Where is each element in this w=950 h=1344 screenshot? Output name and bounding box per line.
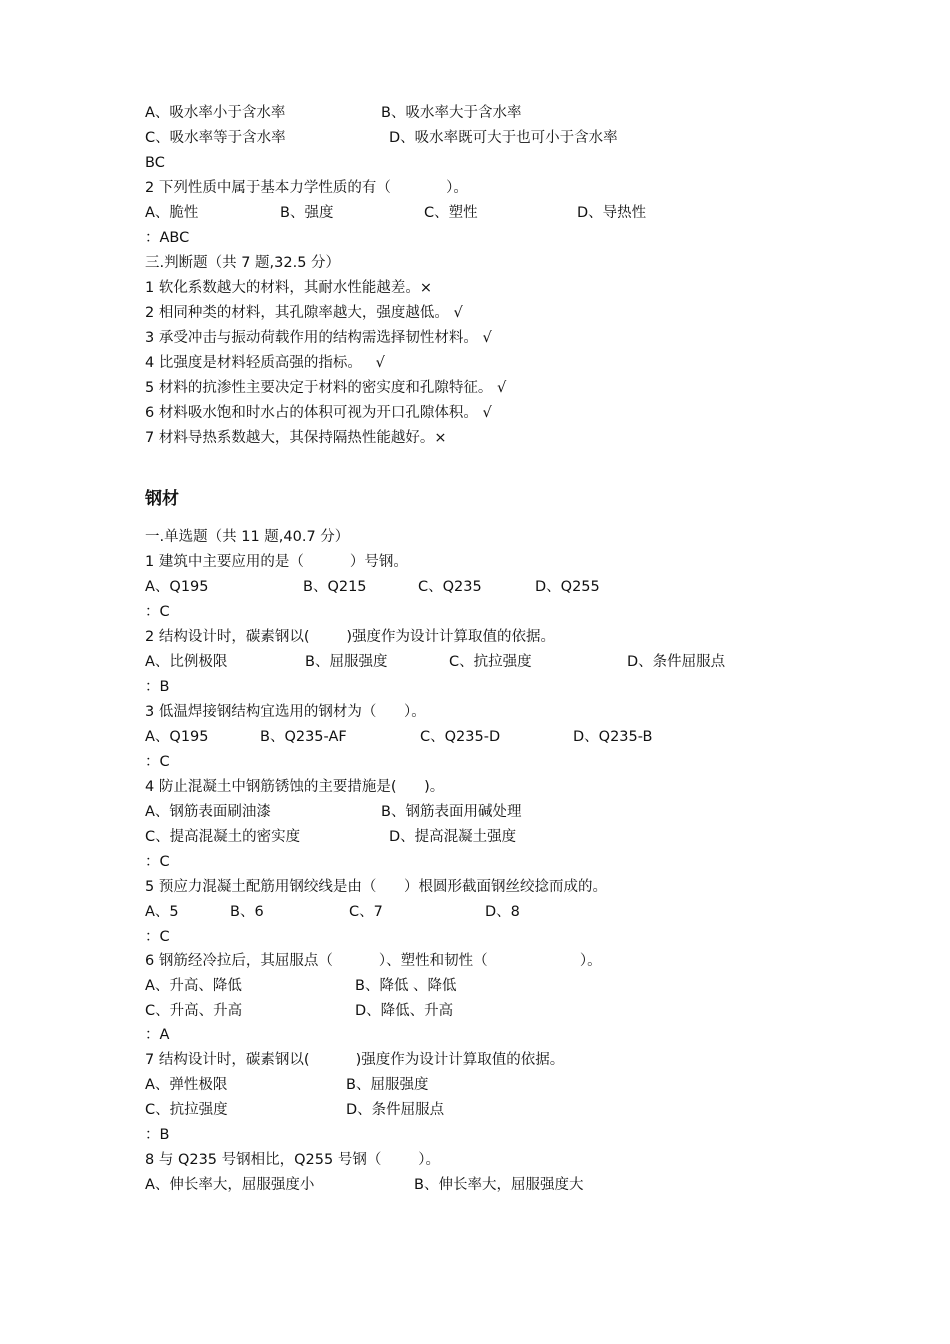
question-text: 8 与 Q235 号钢相比，Q255 号钢（ ）。 xyxy=(145,1152,440,1168)
section-title: 三.判断题（共 7 题,32.5 分） xyxy=(145,255,341,271)
answer-line: ：A xyxy=(145,1027,170,1043)
option-d: D、8 xyxy=(485,904,520,920)
answer-line: ：B xyxy=(145,1127,170,1143)
answer-line: ：B xyxy=(145,679,170,695)
answer-line: ：C xyxy=(145,754,170,770)
option-row xyxy=(145,1073,429,1097)
option-c: C、抗拉强度 xyxy=(145,1102,228,1118)
judge-item: 2 相同种类的材料，其孔隙率越大，强度越低。 √ xyxy=(145,305,463,321)
option-row xyxy=(145,800,522,824)
option-row xyxy=(145,825,517,849)
option-row xyxy=(145,650,726,674)
option-d: D、提高混凝土强度 xyxy=(389,829,517,845)
option-a: A、吸水率小于含水率 xyxy=(145,105,286,121)
answer-line: ：C xyxy=(145,604,170,620)
option-row xyxy=(145,1098,445,1122)
option-d: D、吸水率既可大于也可小于含水率 xyxy=(389,130,618,146)
option-d: D、降低、升高 xyxy=(355,1003,454,1019)
option-a: A、比例极限 xyxy=(145,654,228,670)
question-text: 5 预应力混凝土配筋用钢绞线是由（ ）根圆形截面钢丝绞捻而成的。 xyxy=(145,879,607,895)
option-row xyxy=(145,126,618,150)
question-text: 2 结构设计时，碳素钢以( )强度作为设计计算取值的依据。 xyxy=(145,629,556,645)
judge-item: 5 材料的抗渗性主要决定于材料的密实度和孔隙特征。 √ xyxy=(145,380,507,396)
option-a: A、升高、降低 xyxy=(145,978,242,994)
judge-item: 4 比强度是材料轻质高强的指标。 √ xyxy=(145,355,385,371)
judge-item: 6 材料吸水饱和时水占的体积可视为开口孔隙体积。 √ xyxy=(145,405,492,421)
judge-item: 3 承受冲击与振动荷载作用的结构需选择韧性材料。 √ xyxy=(145,330,492,346)
section-title: 一.单选题（共 11 题,40.7 分） xyxy=(145,529,350,545)
option-a: A、5 xyxy=(145,904,179,920)
option-row xyxy=(145,101,522,125)
option-c: C、抗拉强度 xyxy=(449,654,532,670)
option-row xyxy=(145,900,520,924)
question-text: 7 结构设计时，碳素钢以( )强度作为设计计算取值的依据。 xyxy=(145,1052,565,1068)
option-a: A、弹性极限 xyxy=(145,1077,228,1093)
option-a: A、脆性 xyxy=(145,205,199,221)
option-c: C、升高、升高 xyxy=(145,1003,243,1019)
answer-line: ：C xyxy=(145,929,170,945)
question-text: 2 下列性质中属于基本力学性质的有（ ）。 xyxy=(145,180,468,196)
option-b: B、Q235-AF xyxy=(260,729,347,745)
judge-item: 7 材料导热系数越大，其保持隔热性能越好。× xyxy=(145,430,447,446)
option-b: B、吸水率大于含水率 xyxy=(381,105,522,121)
option-b: B、屈服强度 xyxy=(346,1077,429,1093)
option-c: C、塑性 xyxy=(424,205,478,221)
option-d: D、条件屈服点 xyxy=(346,1102,445,1118)
option-d: D、导热性 xyxy=(577,205,647,221)
option-d: D、Q255 xyxy=(535,579,600,595)
answer-line: BC xyxy=(145,155,165,171)
option-b: B、强度 xyxy=(280,205,334,221)
option-row xyxy=(145,974,457,998)
option-row xyxy=(145,575,600,599)
option-b: B、6 xyxy=(230,904,264,920)
option-row xyxy=(145,201,647,225)
option-a: A、Q195 xyxy=(145,729,209,745)
question-text: 4 防止混凝土中钢筋锈蚀的主要措施是( )。 xyxy=(145,779,445,795)
question-text: 1 建筑中主要应用的是（ ）号钢。 xyxy=(145,554,408,570)
option-b: B、屈服强度 xyxy=(305,654,388,670)
option-c: C、吸水率等于含水率 xyxy=(145,130,286,146)
option-row xyxy=(145,999,454,1023)
answer-line: ：C xyxy=(145,854,170,870)
option-row xyxy=(145,1173,584,1197)
option-a: A、钢筋表面刷油漆 xyxy=(145,804,271,820)
answer-line: ：ABC xyxy=(145,230,190,246)
option-row xyxy=(145,725,653,749)
option-c: C、Q235 xyxy=(418,579,482,595)
option-c: C、提高混凝土的密实度 xyxy=(145,829,301,845)
option-a: A、Q195 xyxy=(145,579,209,595)
option-b: B、降低 、降低 xyxy=(355,978,457,994)
option-d: D、条件屈服点 xyxy=(627,654,726,670)
option-a: A、伸长率大，屈服强度小 xyxy=(145,1177,315,1193)
option-b: B、Q215 xyxy=(303,579,367,595)
option-b: B、伸长率大，屈服强度大 xyxy=(414,1177,584,1193)
judge-item: 1 软化系数越大的材料，其耐水性能越差。× xyxy=(145,280,432,296)
option-b: B、钢筋表面用碱处理 xyxy=(381,804,522,820)
option-c: C、Q235-D xyxy=(420,729,501,745)
section-heading: 钢材 xyxy=(145,489,179,509)
question-text: 3 低温焊接钢结构宜选用的钢材为（ ）。 xyxy=(145,704,426,720)
question-text: 6 钢筋经冷拉后，其屈服点（ ）、塑性和韧性（ ）。 xyxy=(145,953,602,969)
option-d: D、Q235-B xyxy=(573,729,653,745)
option-c: C、7 xyxy=(349,904,383,920)
